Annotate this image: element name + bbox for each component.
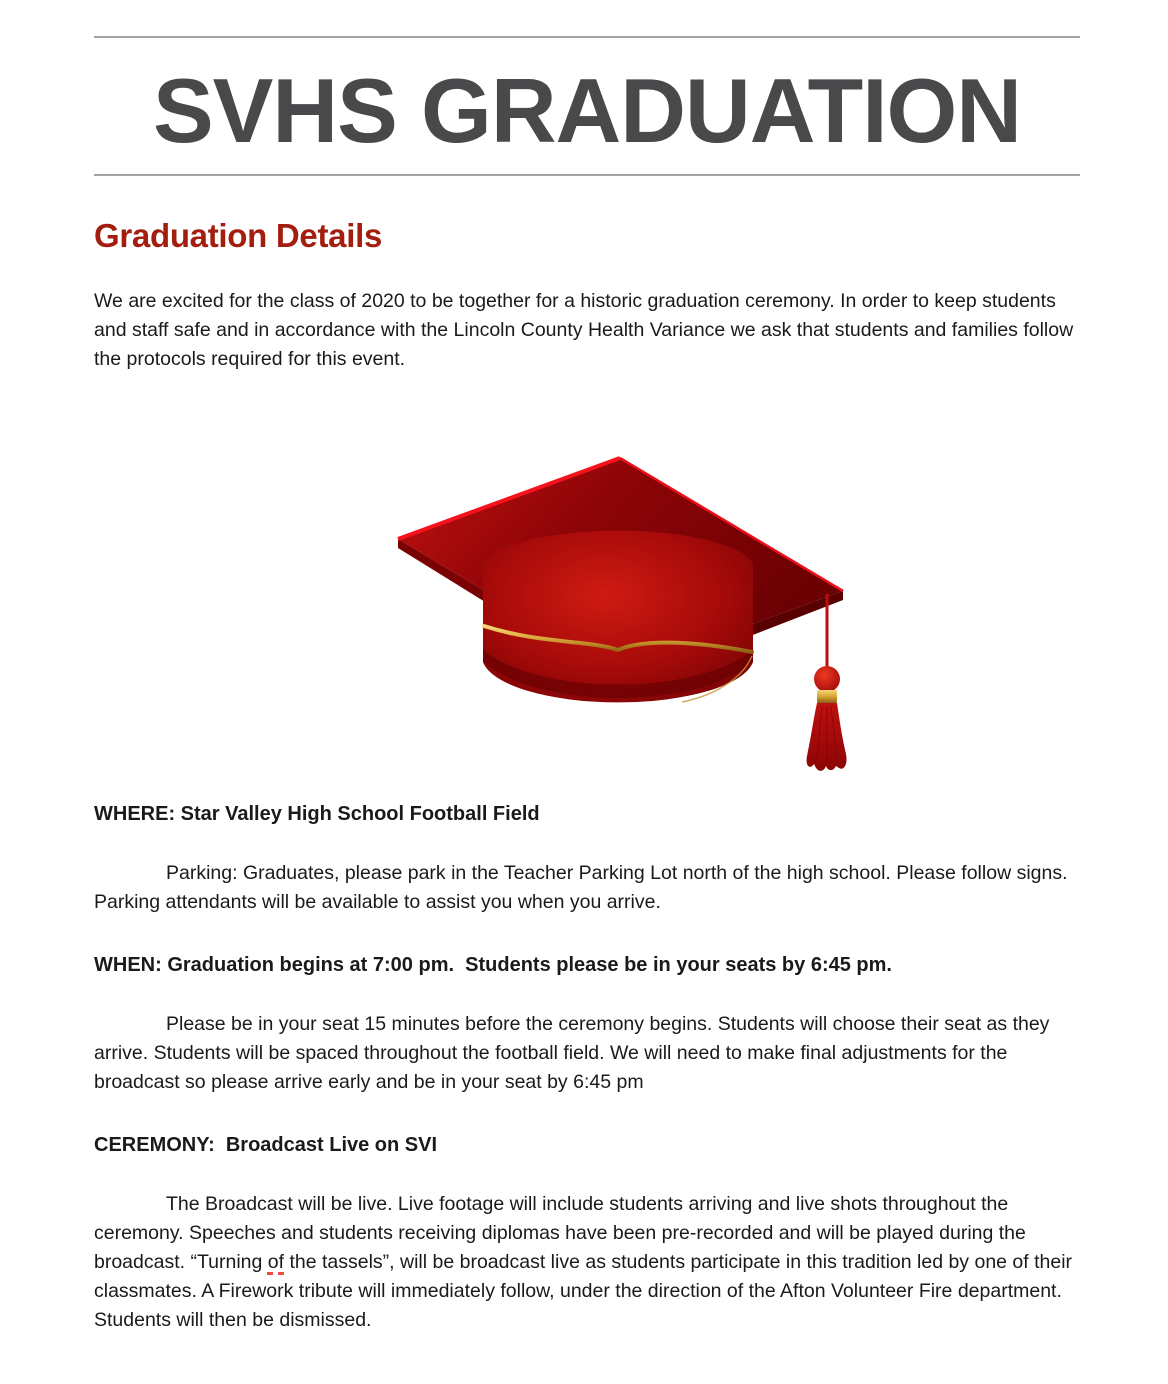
- ceremony-text-before: The Broadcast will be live. Live footage will include students arriving and live shots throughout the ceremony. Speeches and students receiving diplomas have been pre-recorded and will be played during the broadcast. “Turning: [94, 1193, 1026, 1273]
- ceremony-heading: CEREMONY: Broadcast Live on SVI: [94, 1134, 438, 1156]
- graduation-cap-image: [390, 444, 860, 784]
- top-rule: [94, 36, 1080, 38]
- tassel-button: [814, 666, 840, 692]
- spellcheck-flagged-word: of: [267, 1251, 285, 1273]
- where-heading: WHERE: Star Valley High School Football Field: [94, 803, 540, 825]
- section-heading: Graduation Details: [94, 217, 382, 254]
- when-paragraph: Please be in your seat 15 minutes before the ceremony begins. Students will choose their seat as they arrive. Students will be spaced throughout the football field. We will need to make final adjustments for the broadcast so please arrive early and be in your seat by 6:45 pm: [94, 1013, 1050, 1093]
- ceremony-text-after: the tassels”, will be broadcast live as students participate in this tradition led by one of their classmates. A Firework tribute will immediately follow, under the direction of the Afton Volunteer Fire department. Students will then be dismissed.: [94, 1251, 1073, 1331]
- title-bottom-rule: [94, 174, 1080, 176]
- ceremony-paragraph: [94, 1190, 1080, 1335]
- page-title: SVHS GRADUATION: [152, 61, 1022, 162]
- document-page: [94, 0, 1080, 1335]
- tassel-gold-band: [817, 690, 837, 703]
- graduation-cap-icon: [390, 444, 860, 784]
- intro-paragraph: We are excited for the class of 2020 to be together for a historic graduation ceremony. In order to keep students and staff safe and in accordance with the Lincoln County Health Variance we ask that students and families follow the protocols required for this event.: [94, 290, 1074, 370]
- parking-paragraph: Parking: Graduates, please park in the Teacher Parking Lot north of the high school. Please follow signs. Parking attendants will be available to assist you when you arrive.: [94, 862, 1068, 913]
- when-heading: WHEN: Graduation begins at 7:00 pm. Students please be in your seats by 6:45 pm.: [94, 954, 892, 976]
